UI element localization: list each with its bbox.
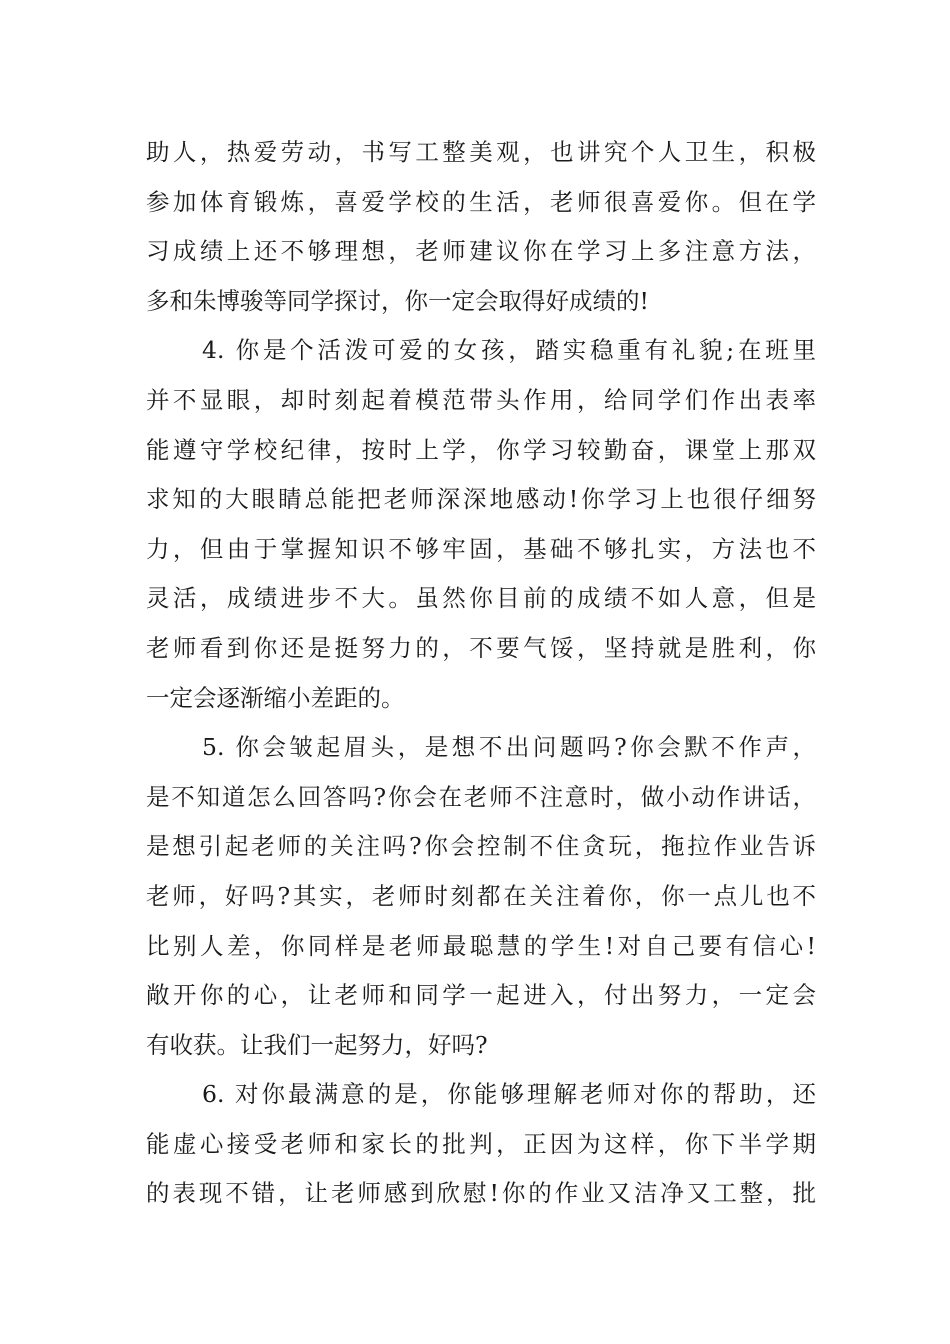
text-line: 有收获。让我们一起努力，好吗? — [146, 1030, 488, 1059]
text-line: 助人，热爱劳动，书写工整美观，也讲究个人卫生，积极 — [146, 138, 816, 166]
text-line: 参加体育锻炼，喜爱学校的生活，老师很喜爱你。但在学 — [146, 187, 816, 216]
text-line: 6. 对你最满意的是，你能够理解老师对你的帮助，还 — [202, 1080, 816, 1109]
text-line: 灵活，成绩进步不大。虽然你目前的成绩不如人意，但是 — [146, 584, 816, 613]
text-line: 的表现不错，让老师感到欣慰!你的作业又洁净又工整，批 — [146, 1179, 816, 1208]
text-line: 5. 你会皱起眉头，是想不出问题吗?你会默不作声， — [202, 733, 816, 762]
text-line: 是想引起老师的关注吗?你会控制不住贪玩，拖拉作业告诉 — [146, 832, 816, 861]
text-line: 并不显眼，却时刻起着模范带头作用，给同学们作出表率 — [146, 385, 816, 414]
text-line: 能遵守学校纪律，按时上学，你学习较勤奋，课堂上那双 — [146, 435, 816, 464]
text-line: 4. 你是个活泼可爱的女孩，踏实稳重有礼貌;在班里 — [202, 336, 816, 365]
text-line: 比别人差，你同样是老师最聪慧的学生!对自己要有信心! — [146, 931, 816, 960]
text-line: 多和朱博骏等同学探讨，你一定会取得好成绩的! — [146, 286, 649, 315]
text-line: 力，但由于掌握知识不够牢固，基础不够扎实，方法也不 — [146, 534, 816, 563]
text-line: 一定会逐渐缩小差距的。 — [146, 683, 405, 712]
text-line: 敞开你的心，让老师和同学一起进入，付出努力，一定会 — [146, 981, 816, 1010]
text-line: 是不知道怎么回答吗?你会在老师不注意时，做小动作讲话， — [146, 782, 816, 811]
text-line: 老师看到你还是挺努力的，不要气馁，坚持就是胜利，你 — [146, 633, 816, 662]
text-line: 求知的大眼睛总能把老师深深地感动!你学习上也很仔细努 — [146, 485, 816, 514]
document-body — [146, 128, 816, 1219]
text-line: 老师，好吗?其实，老师时刻都在关注着你，你一点儿也不 — [146, 881, 816, 910]
text-line: 能虚心接受老师和家长的批判，正因为这样，你下半学期 — [146, 1129, 816, 1158]
text-line: 习成绩上还不够理想，老师建议你在学习上多注意方法， — [146, 237, 816, 266]
